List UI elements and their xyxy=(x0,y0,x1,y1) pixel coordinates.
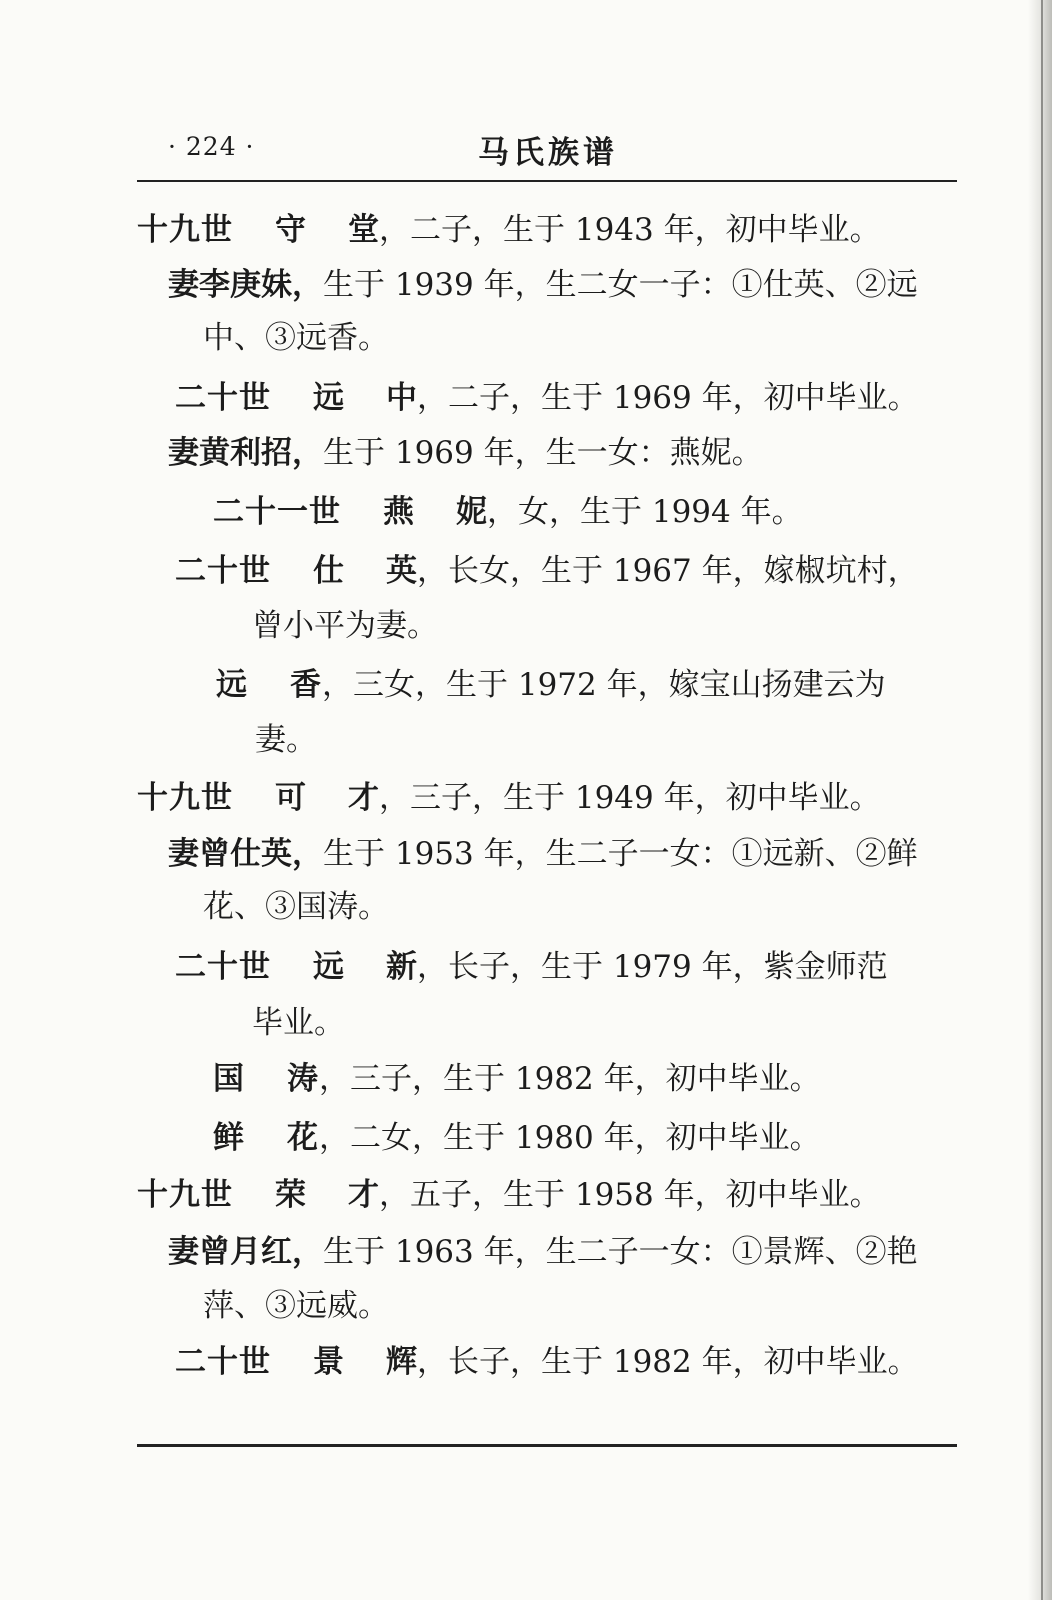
continuation-line: 毕业。 xyxy=(252,1005,345,1041)
entry-description: ，二子，生于 1969 年，初中毕业。 xyxy=(417,380,919,416)
entry-description: ，五子，生于 1958 年，初中毕业。 xyxy=(379,1177,881,1213)
entry-line xyxy=(213,1059,821,1099)
header-rule xyxy=(137,180,957,182)
entry-description: ，长子，生于 1982 年，初中毕业。 xyxy=(417,1344,919,1380)
generation-label: 十九世 xyxy=(137,1177,233,1213)
entry-line xyxy=(216,665,886,705)
continuation-line: 妻。 xyxy=(255,722,317,758)
page-number: · 224 · xyxy=(168,132,255,161)
continuation-line: 花、③国涛。 xyxy=(203,889,389,925)
person-name: 荣 才 xyxy=(275,1177,379,1213)
spouse-line xyxy=(168,834,918,874)
entry-line xyxy=(213,492,803,532)
continuation-line: 中、③远香。 xyxy=(203,320,389,356)
entry-line xyxy=(137,778,881,818)
spouse-name: 妻李庚妹， xyxy=(168,267,323,303)
footer-rule xyxy=(137,1444,957,1447)
generation-label: 十九世 xyxy=(137,780,233,816)
entry-line xyxy=(175,1342,919,1382)
generation-label: 十九世 xyxy=(137,212,233,248)
person-name: 鲜 花 xyxy=(213,1120,319,1156)
spouse-line xyxy=(168,265,918,305)
entry-description: 生于 1963 年，生二子一女：①景辉、②艳 xyxy=(323,1234,918,1270)
entry-description: ，三子，生于 1982 年，初中毕业。 xyxy=(319,1061,821,1097)
entry-description: ，长女，生于 1967 年，嫁椒坑村， xyxy=(417,553,919,589)
entry-line xyxy=(137,210,881,250)
entry-description: ，女，生于 1994 年。 xyxy=(487,494,803,530)
person-name: 国 涛 xyxy=(213,1061,319,1097)
page-edge-shadow xyxy=(1028,0,1052,1600)
person-name: 远 中 xyxy=(313,380,417,416)
entry-description: ，三子，生于 1949 年，初中毕业。 xyxy=(379,780,881,816)
generation-label: 二十世 xyxy=(175,949,271,985)
spouse-name: 妻曾月红， xyxy=(168,1234,323,1270)
entry-line xyxy=(137,1175,881,1215)
spouse-name: 妻黄利招， xyxy=(168,435,323,471)
entry-description: ，长子，生于 1979 年，紫金师范 xyxy=(417,949,888,985)
generation-label: 二十世 xyxy=(175,1344,271,1380)
entry-description: 生于 1969 年，生一女：燕妮。 xyxy=(323,435,763,471)
entry-description: ，二女，生于 1980 年，初中毕业。 xyxy=(319,1120,821,1156)
person-name: 守 堂 xyxy=(275,212,379,248)
spouse-name: 妻曾仕英， xyxy=(168,836,323,872)
entry-line xyxy=(175,551,919,591)
page-edge-line xyxy=(1041,0,1043,1600)
generation-label: 二十一世 xyxy=(213,494,341,530)
entry-line xyxy=(175,947,888,987)
continuation-line: 曾小平为妻。 xyxy=(252,608,438,644)
continuation-line: 萍、③远威。 xyxy=(203,1288,389,1324)
person-name: 仕 英 xyxy=(313,553,417,589)
entry-line xyxy=(213,1118,821,1158)
spouse-line xyxy=(168,1232,918,1272)
entry-description: ，三女，生于 1972 年，嫁宝山扬建云为 xyxy=(322,667,886,703)
person-name: 可 才 xyxy=(275,780,379,816)
person-name: 景 辉 xyxy=(313,1344,417,1380)
person-name: 远 香 xyxy=(216,667,322,703)
person-name: 远 新 xyxy=(313,949,417,985)
entry-description: 生于 1953 年，生二子一女：①远新、②鲜 xyxy=(323,836,918,872)
spouse-line xyxy=(168,433,763,473)
generation-label: 二十世 xyxy=(175,553,271,589)
entry-description: ，二子，生于 1943 年，初中毕业。 xyxy=(379,212,881,248)
entry-description: 生于 1939 年，生二女一子：①仕英、②远 xyxy=(323,267,918,303)
entry-line xyxy=(175,378,919,418)
person-name: 燕 妮 xyxy=(383,494,487,530)
page-title: 马氏族谱 xyxy=(478,135,618,171)
generation-label: 二十世 xyxy=(175,380,271,416)
